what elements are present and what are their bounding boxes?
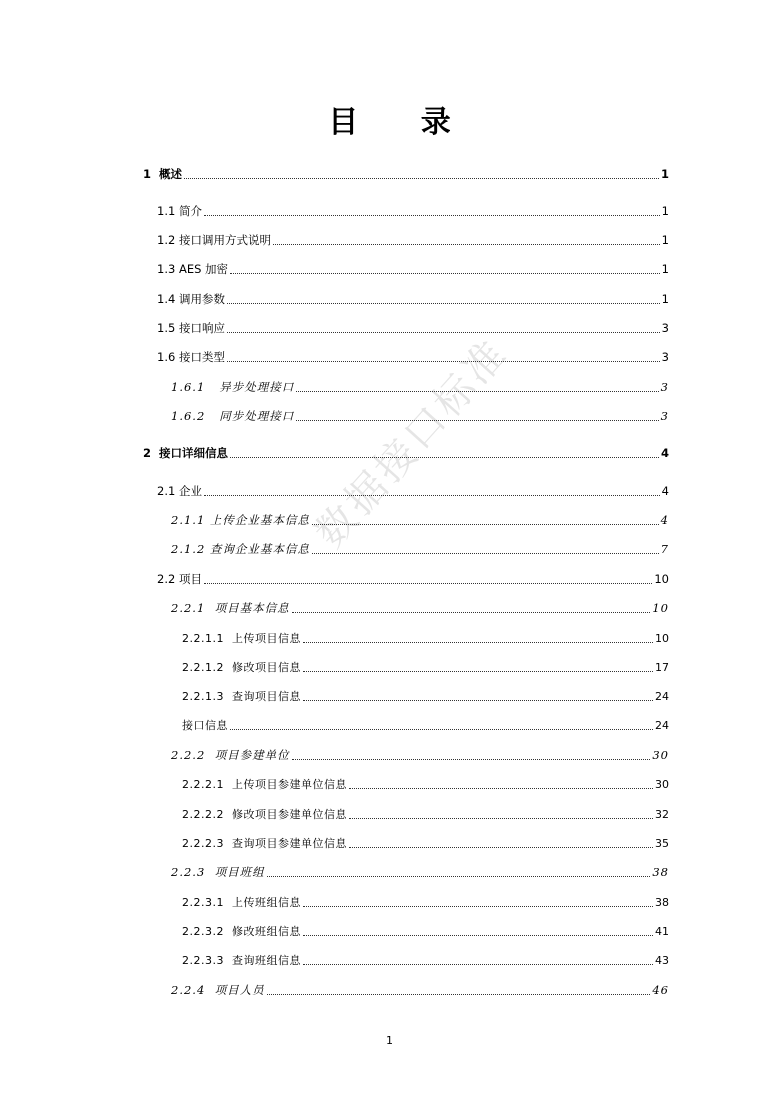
toc-entry[interactable]: 2.2.1.2 修改项目信息 17 (182, 661, 669, 674)
toc-entry[interactable]: 1.4 调用参数 1 (157, 292, 669, 306)
toc-entry[interactable]: 2.2.2.3 查询项目参建单位信息 35 (182, 837, 669, 850)
toc-entry[interactable]: 2.2 项目 10 (157, 572, 669, 586)
toc-entry[interactable]: 1.6 接口类型 3 (157, 350, 669, 364)
watermark: 数据接口标准 (306, 329, 518, 557)
toc-entry[interactable]: 接口信息 24 (182, 719, 669, 732)
toc-entry[interactable]: 2.1 企业 4 (157, 484, 669, 498)
toc-entry[interactable]: 2.2.3 项目班组 38 (171, 865, 669, 879)
toc-entry[interactable]: 2.1.2 查询企业基本信息 7 (171, 542, 669, 556)
toc-entry[interactable]: 2.2.2.2 修改项目参建单位信息 32 (182, 808, 669, 821)
toc-entry[interactable]: 1.3 AES 加密 1 (157, 262, 669, 276)
toc-entry[interactable]: 2.2.1.1 上传项目信息 10 (182, 632, 669, 645)
toc-entry[interactable]: 1.2 接口调用方式说明 1 (157, 233, 669, 247)
toc-entry[interactable]: 2.2.2 项目参建单位 30 (171, 748, 669, 762)
toc-entry[interactable]: 1.6.1 异步处理接口 3 (171, 380, 669, 394)
toc-entry[interactable]: 2.2.2.1 上传项目参建单位信息 30 (182, 778, 669, 791)
toc-entry[interactable]: 2.2.4 项目人员 46 (171, 983, 669, 997)
toc-entry[interactable]: 2.2.3.1 上传班组信息 38 (182, 896, 669, 909)
toc-entry[interactable]: 2.2.1.3 查询项目信息 24 (182, 690, 669, 703)
toc-entry[interactable]: 2.1.1 上传企业基本信息 4 (171, 513, 669, 527)
toc-entry[interactable]: 2 接口详细信息 4 (143, 446, 669, 460)
toc-entry[interactable]: 2.2.3.2 修改班组信息 41 (182, 925, 669, 938)
toc-entry[interactable]: 1 概述 1 (143, 167, 669, 181)
toc-entry[interactable]: 1.1 简介 1 (157, 204, 669, 218)
toc-entry[interactable]: 1.6.2 同步处理接口 3 (171, 409, 669, 423)
toc-title: 目 录 (328, 105, 477, 140)
toc-entry[interactable]: 2.2.3.3 查询班组信息 43 (182, 954, 669, 967)
toc-entry[interactable]: 2.2.1 项目基本信息 10 (171, 601, 669, 615)
toc-entry[interactable]: 1.5 接口响应 3 (157, 321, 669, 335)
page-number: 1 (386, 1034, 393, 1047)
